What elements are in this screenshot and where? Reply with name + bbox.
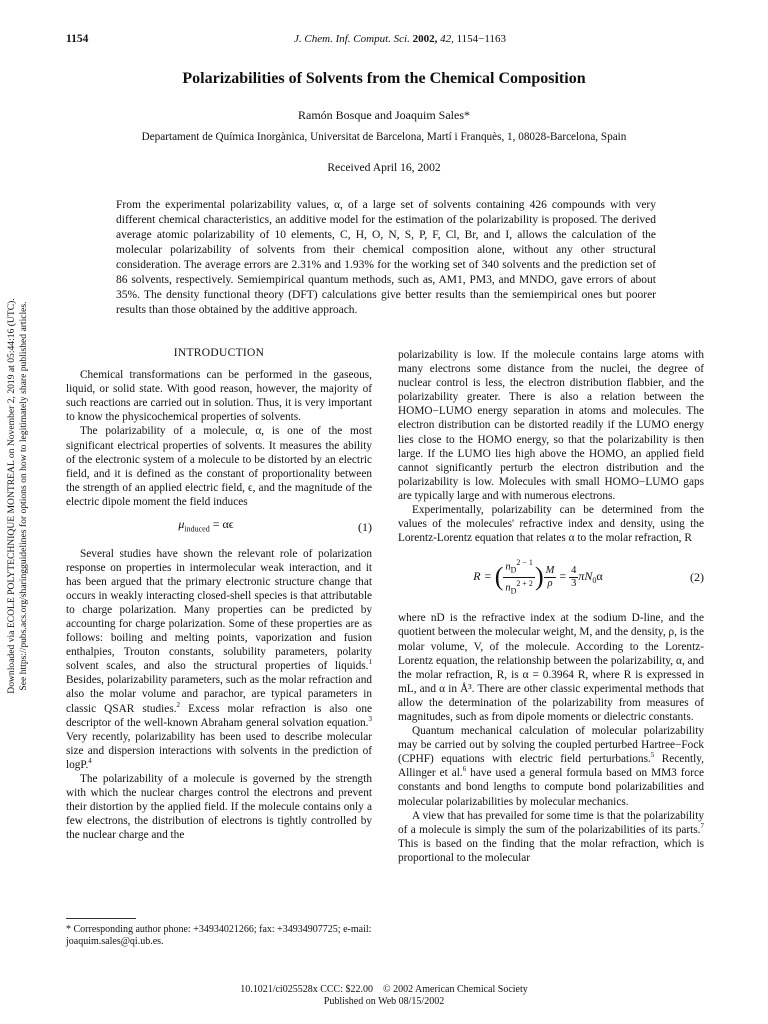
reference-marker: 4 — [88, 757, 92, 766]
download-notice-line-1: Downloaded via ECOLE POLYTECHNIQUE MONTREAL on November 2, 2019 at 05:44:16 (UTC). — [6, 298, 17, 694]
paragraph-text: A view that has prevailed for some time is that the polarizability of a molecule is simply the sum of the polarizabilities of its parts. — [398, 809, 704, 836]
footnote-divider — [66, 918, 136, 919]
equals-sign: = — [559, 569, 567, 584]
published-date-line: Published on Web 08/15/2002 — [323, 996, 445, 1007]
equation-rhs: = αϵ — [212, 517, 234, 532]
paragraph — [66, 547, 372, 773]
close-paren: ) — [534, 562, 544, 592]
download-notice — [6, 298, 30, 693]
journal-name: J. Chem. Inf. Comput. Sci. — [294, 33, 410, 45]
equation-lhs: R = — [473, 569, 492, 584]
page-number: 1154 — [66, 33, 89, 45]
equation-symbol: μ — [178, 517, 185, 532]
paragraph-text: Very recently, polarizability has been used to describe molecular size and dispersion interactions with solvents in the prediction of logP. — [66, 730, 372, 771]
equation-1 — [66, 517, 372, 536]
paragraph: Experimentally, polarizability can be determined from the values of the molecules' refractive index and density, using the Lorentz-Lorentz equation that relates α to the molar refraction, R — [398, 504, 704, 545]
numerator-tail: 2 − 1 — [516, 558, 533, 568]
subscript: 0 — [592, 576, 597, 586]
author-affiliation: Departament de Química Inorgànica, Universitat de Barcelona, Martí i Franquès, 1, 08028-Barcelona, Spain — [141, 131, 627, 143]
paragraph: polarizability is low. If the molecule contains large atoms with many electrons some distance from the nuclei, the degree of nuclear control is less, the electron distribution flabbier, and the polarizability greater. There is also a relation between the HOMO−LUMO energy separation in atoms and molecules. The electron distribution can be distorted readily if the LUMO energy lies close to the HOMO energy, so that the polarizability is then large. If the LUMO lies high above the HOMO, an applied field cannot significantly perturb the electron distribution and the polarizability is low. Molecules with small HOMO−LUMO gaps are typically large and with numerous electrons. — [398, 349, 704, 502]
paragraph-text: This is based on the finding that the molar refraction, which is proportional to the molecular — [398, 837, 704, 864]
article-authors: Ramón Bosque and Joaquim Sales* — [298, 108, 470, 122]
fraction-constant — [569, 565, 578, 590]
equation-body — [66, 517, 346, 536]
equation-number: (2) — [690, 570, 704, 585]
paragraph-text: Besides, polarizability parameters, such as the molar refraction and also the molar volume and parachor, are typical parameters in classic QSAR studies. — [66, 674, 372, 715]
journal-pages: 1154−1163 — [456, 33, 506, 45]
paragraph-text: Quantum mechanical calculation of molecular polarizability may be carried out by solving the coupled perturbed Hartree−Fock (CPHF) equations with electric field perturbations. — [398, 725, 704, 766]
paragraph-text: have used a general formula based on MM3 force constants and bond lengths to compute bond polarizabilities and molecular polarizabilities by molecular mechanics. — [398, 767, 704, 808]
download-notice-sidebar — [0, 296, 38, 696]
equation-number: (1) — [358, 519, 372, 534]
paragraph: where nD is the refractive index at the sodium D-line, and the quotient between the molecular weight, M, and the density, ρ, is the molar volume, V, of the molecule. According to the Lorentz-Lorentz equation, the relationship between the polarizability, α, and the molar refraction, R, is α = 0.3964 R, where R is expressed in mL, and α in Å³. There are other classic experimental methods that allow the determination of the polarizability from measures of magnitudes, such as from dipole moments or dielectric constants. — [398, 612, 704, 723]
download-notice-line-2: See https://pubs.acs.org/sharingguidelines for options on how to legitimately share published articles. — [18, 301, 29, 691]
corresponding-author-footnote: * Corresponding author phone: +34934021266; fax: +34934907725; e-mail: joaquim.sales@qi.ub.es. — [66, 924, 372, 947]
right-column — [398, 348, 704, 865]
numerator: 4 — [571, 564, 577, 576]
journal-citation — [230, 33, 570, 45]
equation-tail: πN — [578, 569, 593, 584]
paragraph-text: Several studies have shown the relevant role of polarization response on properties in intermolecular weak interaction, and it has been argued that the primary electronic structure change that occurs in weakly interacting closed-shell species is that attributable to charge polarization. Many properties can be predicted by accounting for charge polarization. Some of these properties are as follows: boiling and melting points, vaporization and fusion enthalpies, Trouton constants, solubility parameters, polarity solvent scales, and also the structural properties of liquids. — [66, 547, 372, 673]
equation-subscript: induced — [184, 524, 210, 534]
equation-symbol: α — [596, 569, 603, 584]
equation-2 — [398, 553, 704, 601]
reference-marker: 6 — [462, 765, 467, 774]
fraction-molar-volume — [544, 565, 557, 590]
reference-marker: 3 — [368, 714, 372, 723]
article-title: Polarizabilities of Solvents from the Chemical Composition — [182, 70, 586, 87]
reference-marker: 1 — [368, 658, 372, 667]
reference-marker: 7 — [700, 821, 704, 830]
paragraph: Chemical transformations can be performed in the gaseous, liquid, or solid state. With good reason, however, the majority of such reactions are carried out in solution. Thus, it is very important to know the physicochemical properties of solvents. — [66, 369, 372, 424]
journal-year: 2002, — [412, 33, 438, 45]
denominator: ρ — [547, 577, 553, 589]
abstract: From the experimental polarizability values, α, of a large set of solvents containing 426 compounds with very different chemical characteristics, an additive model for the estimation of the polarizability is proposed. The derived average atomic polarizability of 10 elements, C, H, O, N, S, P, F, Cl, Br, and I, allows the calculation of the molecular polarizability of solvents from their chemical composition alone, without any other structural consideration. The average errors are 2.31% and 1.93% for the working set of 340 solvents and the prediction set of 86 solvents, respectively. Semiempirical quantum methods, such as, AM1, PM3, and MNDO, gave errors of about 35%. The density functional theory (DFT) calculations give better results than the semiempirical ones but poorer results than those obtained by the additive approach. — [116, 199, 656, 316]
received-date: Received April 16, 2002 — [327, 161, 441, 174]
open-paren: ( — [494, 562, 504, 592]
paragraph-text: Recently, Allinger et al. — [398, 753, 704, 780]
equation-body — [398, 557, 678, 597]
left-column — [66, 346, 372, 842]
paragraph — [398, 724, 704, 809]
fraction-refractive — [503, 557, 535, 597]
page-footer — [66, 984, 702, 1008]
reference-marker: 2 — [176, 700, 181, 709]
denominator-tail: 2 + 2 — [516, 578, 533, 588]
reference-marker: 5 — [650, 751, 655, 760]
doi-copyright-line: 10.1021/ci025528x CCC: $22.00 © 2002 American Chemical Society — [240, 984, 528, 995]
symbol: n — [505, 582, 511, 594]
journal-volume: 42, — [440, 33, 454, 45]
subscript: D — [510, 565, 517, 575]
paragraph: The polarizability of a molecule, α, is one of the most significant electrical properties of solvents. It measures the ability of the electronic system of a molecule to be distorted by an electric field, and it is defined as the constant of proportionality between the strength of an applied electric field, ϵ, and the magnitude of the electric dipole moment the field induces — [66, 425, 372, 508]
paragraph: The polarizability of a molecule is governed by the strength with which the nuclear charges control the electrons and prevent their distortion by the applied field. If the molecule contains only a few electrons, the distribution of electrons is tightly controlled by the nuclear charge and the — [66, 773, 372, 842]
paragraph — [398, 809, 704, 865]
numerator: M — [545, 564, 555, 576]
paragraph-text: Excess molar refraction is also one descriptor of the well-known Abraham general solvation equation. — [66, 702, 372, 729]
symbol: n — [505, 561, 511, 573]
subscript: D — [510, 586, 517, 596]
section-heading-introduction: INTRODUCTION — [173, 347, 265, 359]
denominator: 3 — [571, 577, 577, 589]
